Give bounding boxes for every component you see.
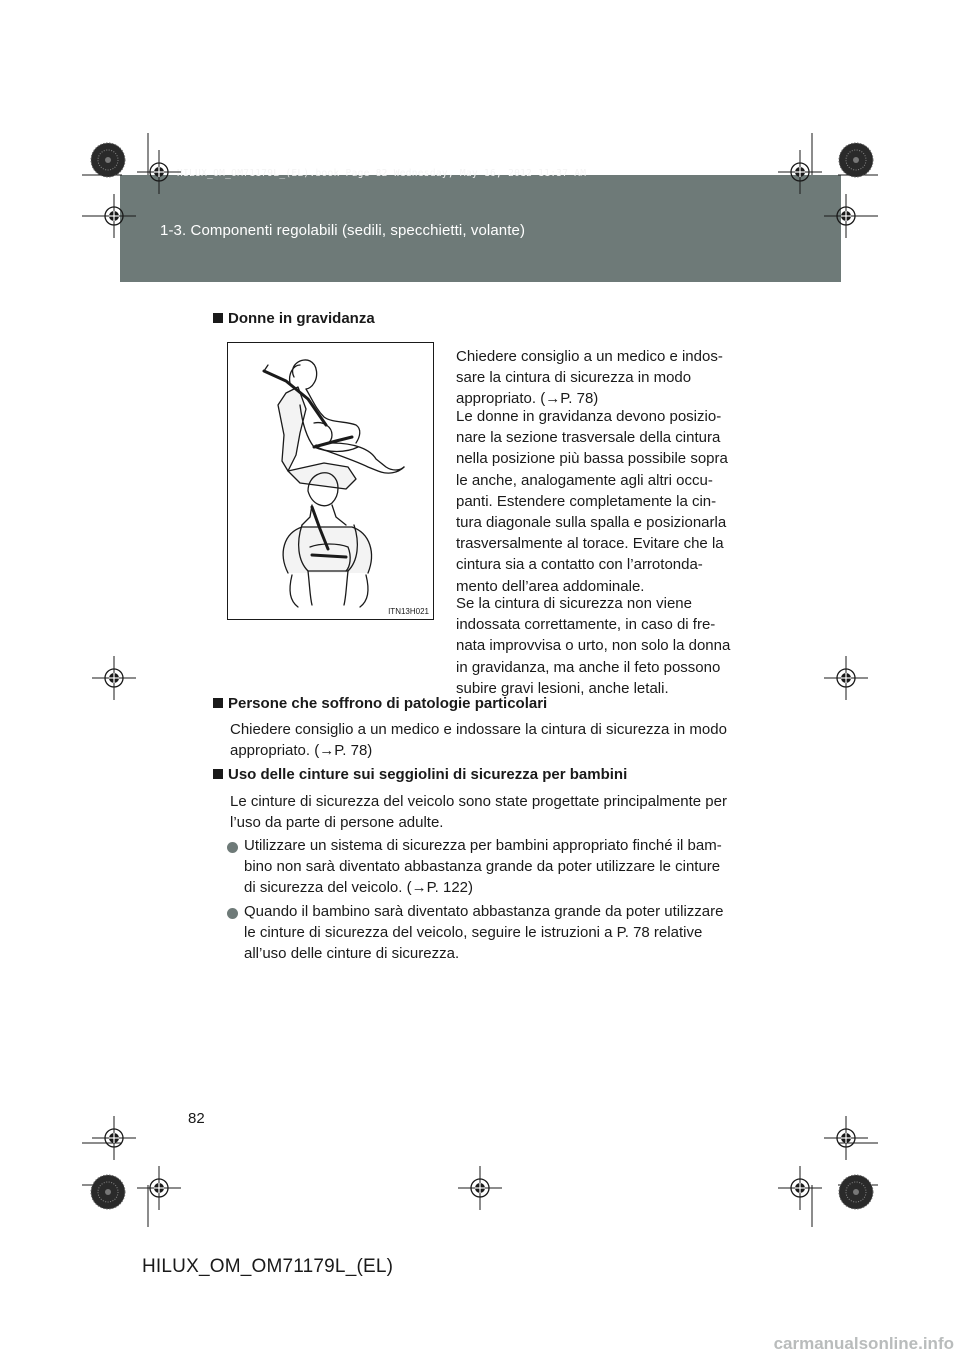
bullet-dot-icon: [227, 908, 238, 919]
pregnant-seatbelt-illustration: [227, 342, 434, 620]
pregnant-paragraph-1: Chiedere consiglio a un medico e indos- sare la cintura di sicurezza in modo appropriato. (→P. 78): [456, 348, 723, 408]
square-bullet-icon: [213, 769, 223, 779]
square-bullet-icon: [213, 313, 223, 323]
conditions-paragraph: Chiedere consiglio a un medico e indossare la cintura di sicurezza in modo appropriato. (→P. 78): [230, 721, 727, 760]
child-bullet-1: Utilizzare un sistema di sicurezza per bambini appropriato finché il bam- bino non sarà diventato abbastanza grande da poter utilizzare le cinture di sicurezza del veicolo. (→P. 122): [244, 837, 722, 897]
child-paragraph: Le cinture di sicurezza del veicolo sono state progettate principalmente per l’uso da parte di persone adulte.: [230, 793, 727, 832]
footer-code: HILUX_OM_OM71179L_(EL): [142, 1256, 394, 1277]
section-title: 1-3. Componenti regolabili (sedili, specchietti, volante): [160, 222, 526, 239]
heading-child-seats: Uso delle cinture sui seggiolini di sicurezza per bambini: [213, 766, 627, 783]
pregnant-paragraph-2: Le donne in gravidanza devono posizio- nare la sezione trasversale della cintura nella posizione più bassa possibile sopra le anche, analogamente agli altri occu- panti. Estendere completamente la cin- tura diagonale sulla spalla e posizionarla trasversalmente al torace. Evitare che la cintura sia a contatto con l’arrotonda- mento dell’area addominale.: [456, 408, 728, 595]
page-number: 82: [188, 1110, 205, 1127]
book-stamp: HILUX_OM_OM71179L_(EL).book Page 82 Wednesday, May 16, 2012 11:37 AM: [177, 168, 587, 179]
heading-pregnant: Donne in gravidanza: [213, 310, 375, 327]
square-bullet-icon: [213, 698, 223, 708]
pregnant-woman-figure: [228, 343, 433, 619]
child-bullet-2: Quando il bambino sarà diventato abbastanza grande da poter utilizzare le cinture di sicurezza del veicolo, seguire le istruzioni a P. 78 relative all’uso delle cinture di sicurezza.: [244, 903, 724, 963]
figure-code: ITN13H021: [388, 607, 429, 616]
heading-conditions: Persone che soffrono di patologie particolari: [213, 695, 547, 712]
pregnant-paragraph-3: Se la cintura di sicurezza non viene indossata correttamente, in caso di fre- nata improvvisa o urto, non solo la donna in gravidanza, ma anche il feto possono subire gravi lesioni, anche letali.: [456, 595, 731, 697]
bullet-dot-icon: [227, 842, 238, 853]
watermark: carmanualsonline.info: [773, 1334, 954, 1353]
